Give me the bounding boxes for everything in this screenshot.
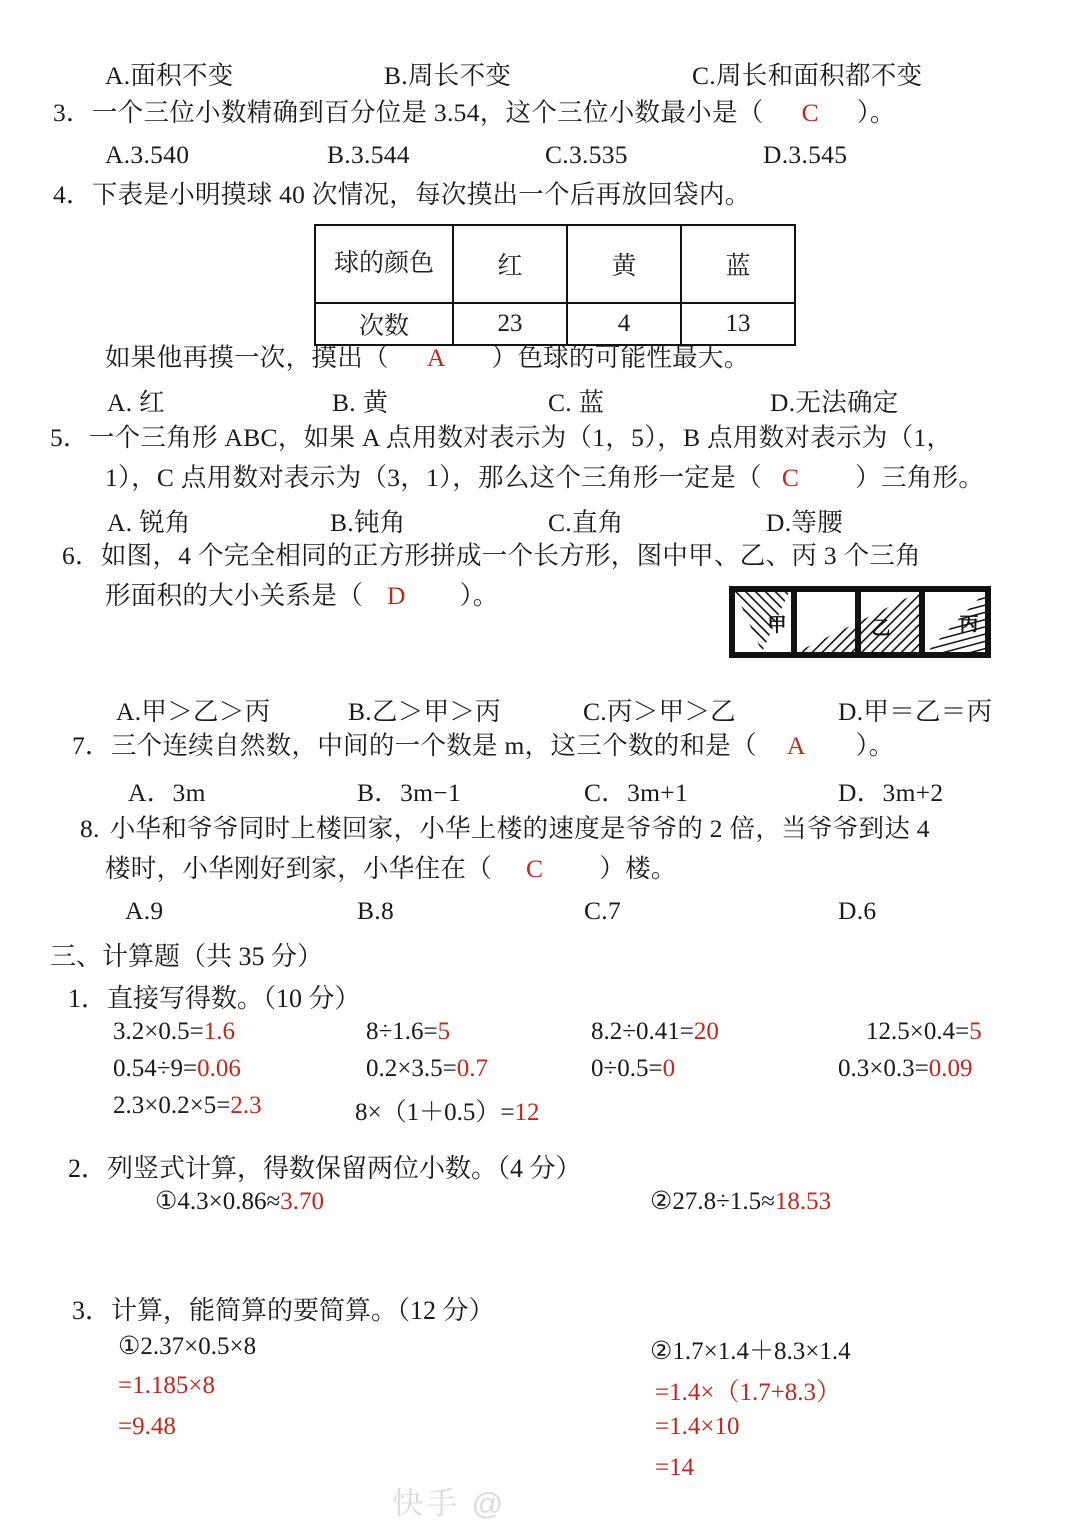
table-count-yellow: 4: [567, 303, 681, 345]
calc-answer: 0: [662, 1055, 676, 1082]
table-header-red: 红: [453, 225, 567, 303]
question-6-line1: [62, 543, 921, 569]
calc-answer: 20: [693, 1018, 719, 1045]
calc-item: [591, 1018, 719, 1046]
q7-option-d: D．3m+2: [838, 778, 944, 807]
q6-number: 6．: [62, 541, 101, 570]
table-count-blue: 13: [681, 303, 795, 345]
calc-expr: 3.2×0.5=: [113, 1018, 204, 1045]
q6-option-d: D.甲＝乙＝丙: [838, 697, 993, 726]
q3-stem-end: ）。: [856, 98, 896, 127]
q4-number: 4．: [53, 180, 92, 209]
q8-option-a: A.9: [125, 896, 164, 925]
calc-answer: 5: [969, 1018, 982, 1045]
question-4-followup: [105, 345, 750, 371]
calc-expr: 0÷0.5=: [591, 1055, 663, 1082]
question-7: [72, 733, 894, 759]
q5-option-d: D.等腰: [766, 508, 843, 537]
section-3-sub1-heading: 1．直接写得数。（10 分）: [68, 984, 361, 1013]
calc-item: [591, 1055, 675, 1083]
calc-answer: 0.09: [928, 1055, 973, 1082]
section-3-sub2-heading: 2．列竖式计算，得数保留两位小数。（4 分）: [68, 1154, 582, 1183]
section-3-heading: 三、计算题（共 35 分）: [50, 942, 324, 971]
watermark: 快手 @: [392, 1486, 507, 1521]
q6-text-line2-after: ）。: [459, 581, 499, 610]
q8-option-c: C.7: [584, 896, 622, 925]
table-row-header: [315, 225, 795, 303]
q6-text-line2-before: 形面积的大小关系是（: [105, 581, 364, 610]
calc-answer: 3.70: [280, 1188, 324, 1215]
calc-expr: ①4.3×0.86≈: [155, 1188, 281, 1215]
ball-draw-table: [314, 224, 796, 346]
q8-answer: C: [526, 854, 544, 883]
calc-expr: 0.54÷9=: [113, 1055, 198, 1082]
question-5-line1: [50, 425, 952, 451]
q8-option-b: B.8: [357, 896, 395, 925]
q8-text-line2-before: 楼时，小华刚好到家，小华住在（: [105, 854, 493, 883]
q5-option-b: B.钝角: [330, 508, 406, 537]
table-header-yellow: 黄: [567, 225, 681, 303]
question-8-line1: [80, 816, 930, 842]
q8-number: 8.: [80, 814, 100, 843]
calc-item: [155, 1186, 324, 1216]
q7-answer: A: [786, 731, 806, 760]
q4-follow-before: 如果他再摸一次，摸出（: [105, 343, 389, 372]
question-4: [53, 182, 751, 208]
q3-number: 3．: [53, 98, 92, 127]
calc-expr: 0.2×3.5=: [366, 1055, 457, 1082]
four-squares-figure: [729, 586, 991, 658]
calc-item: [113, 1055, 241, 1083]
q2-option-b: B.周长不变: [384, 61, 512, 90]
calc-answer: 5: [437, 1018, 451, 1045]
table-row-counts: [315, 303, 795, 345]
calc-item: [838, 1055, 972, 1083]
question-3: [53, 100, 896, 126]
calc-expr: 8×（1＋0.5）=: [355, 1099, 515, 1126]
calc-answer: 0.7: [456, 1055, 488, 1082]
q2-option-c: C.周长和面积都不变: [692, 61, 923, 90]
calc-expr: 8÷1.6=: [366, 1018, 438, 1045]
q3-option-c: C.3.535: [545, 140, 628, 169]
calc-step: =1.4×（1.7+8.3）: [655, 1379, 842, 1406]
calc-answer: 1.6: [203, 1018, 235, 1045]
q7-option-c: C．3m+1: [584, 778, 689, 807]
question-6-line2: [105, 583, 499, 609]
calc-item: [366, 1018, 450, 1046]
q6-answer: D: [387, 581, 406, 610]
q4-answer: A: [426, 343, 446, 372]
calc-item: [866, 1018, 982, 1046]
q3-option-a: A.3.540: [105, 140, 190, 169]
q8-option-d: D.6: [838, 896, 877, 925]
q4-stem: 下表是小明摸球 40 次情况，每次摸出一个后再放回袋内。: [91, 180, 751, 209]
q7-option-a: A．3m: [128, 778, 206, 807]
calc-item: [113, 1092, 262, 1120]
q5-option-c: C.直角: [548, 508, 624, 537]
figure-label-jia: 甲: [767, 615, 787, 636]
figure-label-yi: 乙: [871, 618, 891, 639]
calc-answer: 2.3: [230, 1092, 262, 1119]
q6-text-line1: 如图，4 个完全相同的正方形拼成一个长方形，图中甲、乙、丙 3 个三角: [100, 541, 921, 570]
calc-expr: 8.2÷0.41=: [591, 1018, 694, 1045]
calc-item: [113, 1018, 235, 1046]
figure-label-bing: 丙: [959, 614, 979, 635]
calc-step: =1.185×8: [118, 1372, 215, 1399]
q6-option-b: B.乙＞甲＞丙: [348, 697, 501, 726]
calc-step: =1.4×10: [655, 1413, 740, 1440]
q3-option-b: B.3.544: [327, 140, 410, 169]
table-count-red: 23: [453, 303, 567, 345]
calc-item: [366, 1055, 488, 1083]
q6-option-c: C.丙＞甲＞乙: [583, 697, 736, 726]
q3-stem: 一个三位小数精确到百分位是 3.54，这个三位小数最小是（: [91, 98, 764, 127]
calc-step: =9.48: [118, 1413, 176, 1440]
section-3-sub3-heading: 3．计算，能简算的要简算。（12 分）: [72, 1296, 495, 1325]
calc-expr: ①2.37×0.5×8: [118, 1333, 257, 1360]
q5-text-line2-after: ）三角形。: [855, 463, 985, 492]
q7-stem-end: ）。: [855, 731, 895, 760]
q4-option-a: A. 红: [107, 388, 165, 417]
q7-number: 7．: [72, 731, 111, 760]
q8-text-line2-after: ）楼。: [599, 854, 677, 883]
q4-option-c: C. 蓝: [548, 388, 605, 417]
table-header-blue: 蓝: [681, 225, 795, 303]
calc-expr: ②1.7×1.4＋8.3×1.4: [650, 1338, 851, 1365]
question-8-line2: [105, 856, 677, 882]
q4-follow-after: ）色球的可能性最大。: [491, 343, 750, 372]
calc-answer: 18.53: [774, 1188, 832, 1215]
q4-option-d: D.无法确定: [770, 388, 899, 417]
calc-expr: ②27.8÷1.5≈: [650, 1188, 775, 1215]
q3-option-d: D.3.545: [763, 140, 848, 169]
calc-item: [650, 1186, 831, 1216]
calc-step: =14: [655, 1454, 695, 1481]
table-header-color-label: 球的颜色: [315, 225, 453, 303]
calc-expr: 0.3×0.3=: [838, 1055, 929, 1082]
question-5-line2: [105, 465, 984, 491]
calc-answer: 12: [514, 1099, 540, 1126]
q5-text-line1: 一个三角形 ABC，如果 A 点用数对表示为（1，5），B 点用数对表示为（1，: [88, 423, 953, 452]
table-label-count: 次数: [315, 303, 453, 345]
q7-stem: 三个连续自然数，中间的一个数是 m，这三个数的和是（: [110, 731, 757, 760]
q4-option-b: B. 黄: [332, 388, 389, 417]
q5-answer: C: [781, 463, 800, 492]
calc-item: [355, 1092, 539, 1128]
calc-expr: 2.3×0.2×5=: [113, 1092, 231, 1119]
q6-option-a: A.甲＞乙＞丙: [116, 697, 271, 726]
q5-number: 5．: [50, 423, 89, 452]
q8-text-line1: 小华和爷爷同时上楼回家，小华上楼的速度是爷爷的 2 倍，当爷爷到达 4: [109, 814, 930, 843]
calc-expr: 12.5×0.4=: [866, 1018, 970, 1045]
q5-option-a: A. 锐角: [107, 508, 191, 537]
q7-option-b: B．3m−1: [357, 778, 462, 807]
q5-text-line2-before: 1），C 点用数对表示为（3，1），那么这个三角形一定是（: [105, 463, 762, 492]
calc-answer: 0.06: [197, 1055, 241, 1082]
q2-option-a: A.面积不变: [105, 61, 234, 90]
q3-answer: C: [801, 98, 819, 127]
